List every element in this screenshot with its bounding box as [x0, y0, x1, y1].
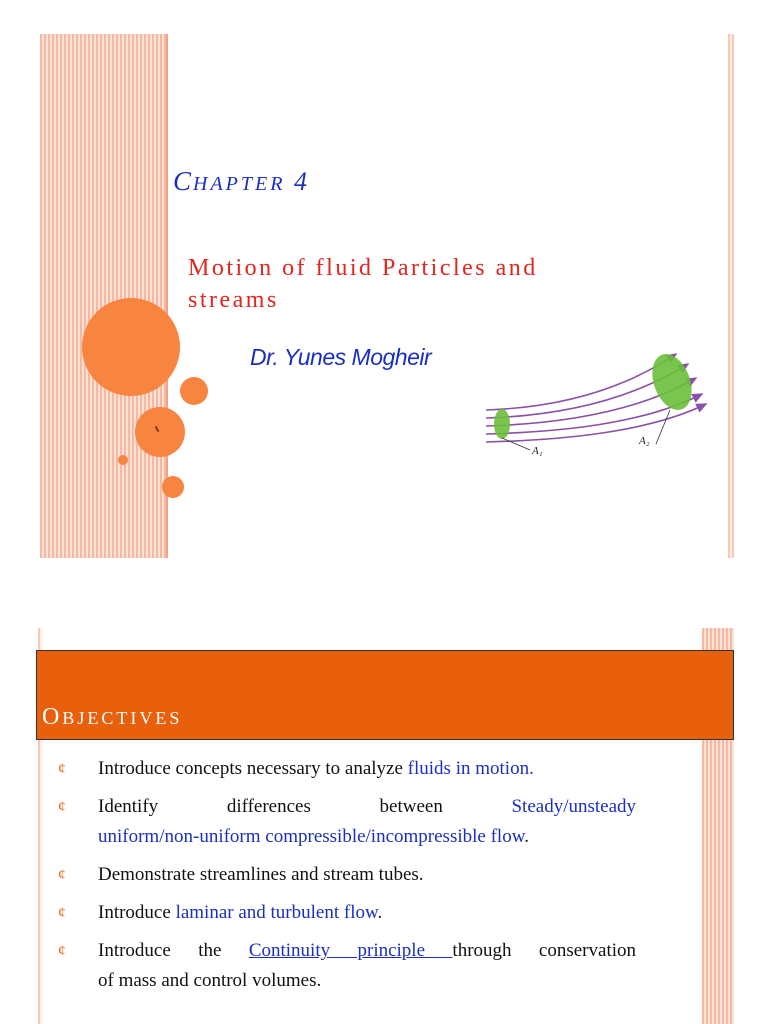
list-item: ¢ Introduce concepts necessary to analyze fluids in motion. — [56, 754, 636, 784]
author-name: Dr. Yunes Mogheir — [250, 344, 432, 370]
chapter-heading: CHAPTER 4 — [173, 166, 309, 196]
list-item: ¢ Introduce laminar and turbulent flow. — [56, 898, 636, 928]
bullet-icon: ¢ — [58, 943, 66, 959]
right-stripe-band — [728, 34, 734, 558]
list-item-line1: Identify differences between Steady/unsteady — [98, 796, 637, 817]
list-item: ¢ Identify differences between Steady/unsteady uniform/non-uniform compressible/incompressible flow. — [56, 792, 636, 852]
decor-circle-large — [82, 298, 180, 396]
objectives-list — [56, 754, 636, 1004]
header-title: OBJECTIVES — [42, 704, 183, 730]
bullet-icon: ¢ — [58, 905, 66, 921]
list-item: ¢ Demonstrate streamlines and stream tubes. — [56, 860, 636, 890]
objectives-slide — [0, 628, 768, 1024]
decor-circle-small-2 — [162, 476, 184, 498]
bullet-icon: ¢ — [58, 867, 66, 883]
left-stripe-band — [40, 34, 166, 558]
continuity-link[interactable]: Continuity principle — [248, 940, 453, 961]
decor-circle-tiny — [118, 455, 128, 465]
label-a2: A₂ — [639, 435, 650, 447]
bullet-icon: ¢ — [58, 799, 66, 815]
decor-circle-medium — [135, 407, 185, 457]
label-a1: A₁ — [532, 445, 543, 457]
bullet-icon: ¢ — [58, 761, 66, 777]
cross-section-a1 — [494, 409, 510, 439]
decor-circle-small-1 — [180, 377, 208, 405]
stream-tube-figure — [484, 318, 714, 458]
list-item-line1: Introduce the Continuity principle through conservation — [98, 940, 636, 961]
slide-title: Motion of fluid Particles and streams — [188, 255, 538, 313]
list-item: ¢ Introduce the Continuity principle through conservation of mass and control volumes. — [56, 936, 636, 996]
title-slide — [0, 34, 768, 558]
